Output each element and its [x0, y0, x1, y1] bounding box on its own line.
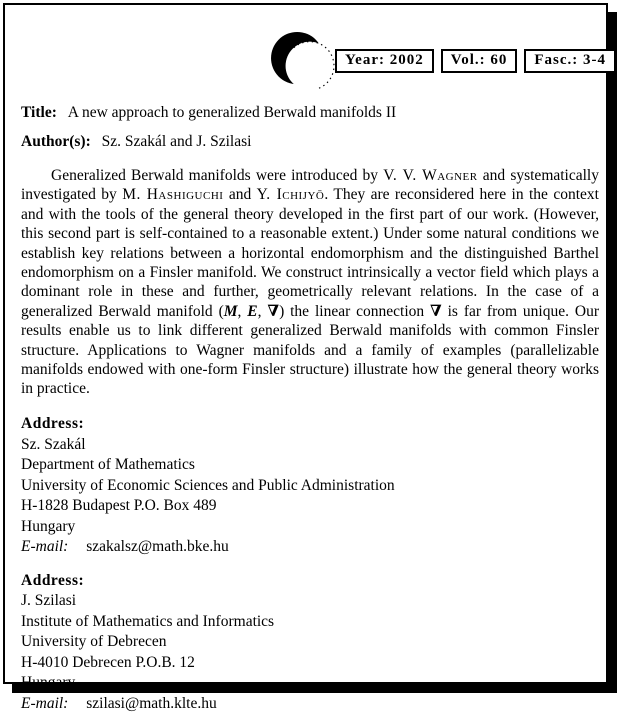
- page-content: [21, 5, 607, 712]
- address-line: University of Debrecen: [21, 633, 167, 651]
- title-text: A new approach to generalized Berwald manifolds II: [67, 104, 397, 121]
- address-label: Address:: [21, 571, 85, 589]
- address-line: H-4010 Debrecen P.O.B. 12: [21, 653, 195, 671]
- authors-text: Sz. Szakál and J. Szilasi: [101, 133, 252, 150]
- fascicle-badge: Fasc.: 3-4: [524, 49, 616, 73]
- email-value: szakalsz@math.bke.hu: [86, 538, 229, 556]
- crescent-moon-icon: [271, 30, 335, 92]
- address-line: J. Szilasi: [21, 592, 77, 610]
- address-line: H-1828 Budapest P.O. Box 489: [21, 497, 217, 515]
- address-line: Hungary: [21, 517, 76, 535]
- address-block-1: [21, 414, 599, 558]
- email-value: szilasi@math.klte.hu: [86, 694, 217, 712]
- address-line: Department of Mathematics: [21, 456, 195, 474]
- year-badge: Year: 2002: [335, 49, 434, 73]
- email-label: E-mail:: [21, 538, 69, 556]
- authors-line: [21, 133, 599, 151]
- header: [21, 30, 607, 92]
- title-label: Title:: [21, 104, 57, 121]
- email-line: [21, 537, 599, 558]
- issue-badges: [335, 49, 616, 73]
- address-line: Hungary: [21, 674, 76, 692]
- email-line: [21, 694, 599, 714]
- email-label: E-mail:: [21, 694, 69, 712]
- authors-label: Author(s):: [21, 133, 91, 150]
- page-frame: [3, 3, 608, 712]
- address-line: Sz. Szakál: [21, 435, 86, 453]
- abstract-paragraph: Generalized Berwald manifolds were introduced by V. V. Wagner and systematically investigated by M. Hashiguchi and Y. Ichijyō. They are reconsidered here in the context and with the tools of the general theory developed in the first part of our work. (However, this second part is self-contained to a reasonable extent.) Under some natural conditions we establish key relations between a horizontal endomorphism and the distinguished Barthel endomorphism on a Finsler manifold. We construct intrinsically a vector field which plays a dominant role in these and further, geometrically relevant relations. In the case of a generalized Berwald manifold (M, E, ∇) the linear connection ∇ is far from unique. Our results enable us to link different generalized Berwald manifolds with common Finsler structure. Applications to Wagner manifolds and a family of examples (parallelizable manifolds endowed with one-form Finsler structure) illustrate how the general theory works in practice.: [21, 167, 599, 398]
- address-block-2: [21, 571, 599, 714]
- address-label: Address:: [21, 415, 85, 433]
- volume-badge: Vol.: 60: [441, 49, 518, 73]
- address-line: Institute of Mathematics and Informatics: [21, 612, 275, 630]
- title-line: [21, 104, 599, 122]
- address-line: University of Economic Sciences and Public Administration: [21, 476, 395, 494]
